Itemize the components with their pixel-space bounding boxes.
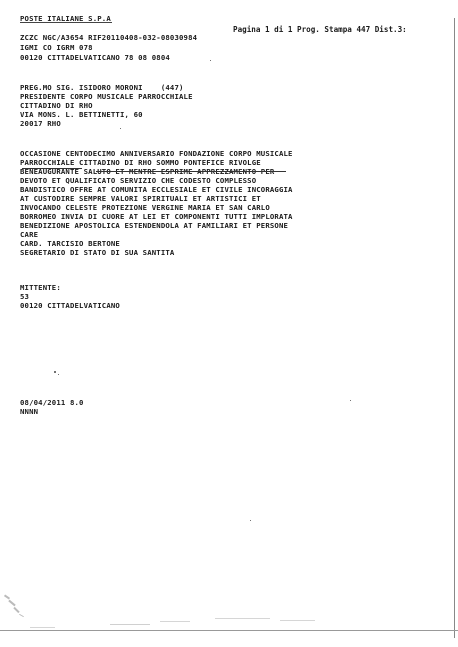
scan-smudge (160, 621, 190, 622)
recipient-title: PRESIDENTE CORPO MUSICALE PARROCCHIALE (20, 92, 193, 101)
scan-smudge (110, 624, 150, 625)
origin-line: 00120 CITTADELVATICANO 78 08 0804 (20, 53, 170, 62)
message-line: BANDISTICO OFFRE AT COMUNITA ECCLESIALE ET CIVILE INCORAGGIA (20, 185, 293, 194)
code-line: IGMI CO IGRM 078 (20, 43, 93, 52)
message-line: BENEAUGURANTE SALUTO ET MENTRE ESPRIME APPREZZAMENTO PER (20, 167, 275, 176)
scan-smudge (13, 607, 19, 613)
mittente-label: MITTENTE: (20, 283, 61, 292)
message-line: BENEDIZIONE APOSTOLICA ESTENDENDOLA AT FAMILIARI ET PERSONE (20, 221, 289, 230)
scan-smudge (30, 627, 55, 628)
recipient-street: VIA MONS. L. BETTINETTI, 60 (20, 110, 143, 119)
overprint-mark (96, 171, 286, 172)
signatory-title: SEGRETARIO DI STATO DI SUA SANTITA (20, 248, 175, 257)
recipient-city: 20017 RHO (20, 119, 61, 128)
page-info: Pagina 1 di 1 Prog. Stampa 447 Dist.3: (233, 25, 407, 34)
scan-speck (54, 371, 56, 373)
message-line: BORROMEO INVIA DI CUORE AT LEI ET COMPONENTI TUTTI IMPLORATA (20, 212, 293, 221)
scan-speck (58, 374, 59, 375)
overprint-mark (22, 168, 82, 169)
scan-smudge (215, 618, 270, 619)
page-right-edge (454, 18, 455, 638)
mittente-origin: 00120 CITTADELVATICANO (20, 301, 120, 310)
message-line: INVOCANDO CELESTE PROTEZIONE VERGINE MARIA ET SAN CARLO (20, 203, 270, 212)
scan-speck (250, 520, 251, 521)
recipient-org: CITTADINO DI RHO (20, 101, 93, 110)
scan-smudge (8, 600, 15, 607)
mittente-number: 53 (20, 292, 30, 301)
reference-line: ZCZC NGC/A3654 RIF20110408-032-08030984 (20, 33, 198, 42)
message-line: CARE (20, 230, 39, 239)
recipient-name: PREG.MO SIG. ISIDORO MORONI (447) (20, 83, 184, 92)
message-line: OCCASIONE CENTODECIMO ANNIVERSARIO FONDAZIONE CORPO MUSICALE (20, 149, 293, 158)
sender-header: POSTE ITALIANE S.P.A (20, 14, 111, 23)
page-bottom-edge (0, 630, 458, 631)
scan-speck (210, 60, 211, 61)
message-line: DEVOTO ET QUALIFICATO SERVIZIO CHE CODESTO COMPLESSO (20, 176, 257, 185)
scan-smudge (280, 620, 315, 621)
signatory-name: CARD. TARCISIO BERTONE (20, 239, 120, 248)
message-line: PARROCCHIALE CITTADINO DI RHO SOMMO PONTEFICE RIVOLGE (20, 158, 261, 167)
message-line: AT CUSTODIRE SEMPRE VALORI SPIRITUALI ET ARTISTICI ET (20, 194, 261, 203)
transmission-datetime: 08/04/2011 8.0 (20, 398, 84, 407)
scan-smudge (19, 614, 24, 617)
scan-speck (120, 128, 121, 129)
sender-underline (20, 22, 112, 23)
end-mark: NNNN (20, 407, 39, 416)
scan-speck (350, 400, 351, 401)
